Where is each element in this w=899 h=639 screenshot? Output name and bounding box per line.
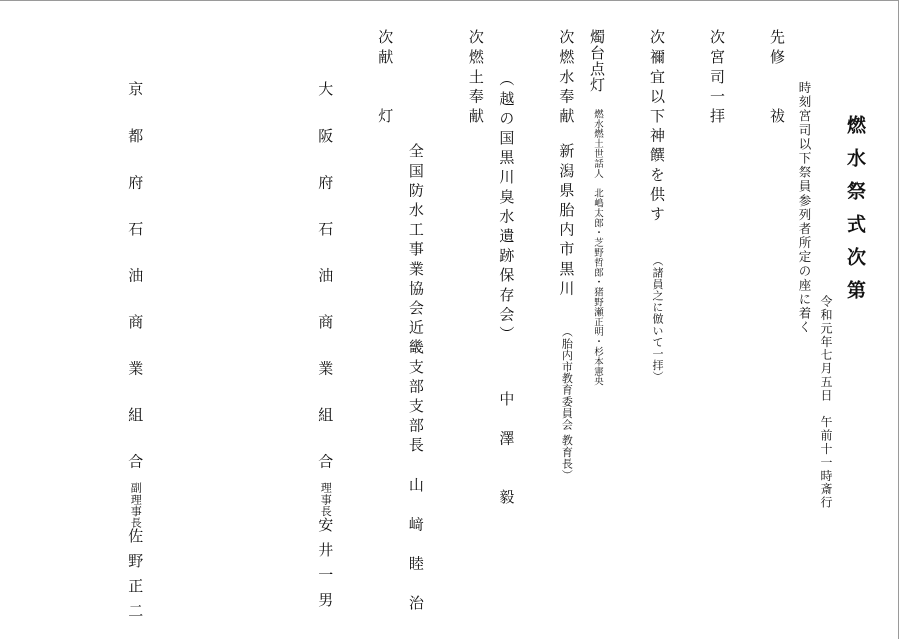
- kento-org: 大 阪 府 石 油 商 業 組 合: [316, 81, 335, 482]
- nensui-person: 中 澤 毅: [497, 391, 516, 510]
- program-item-shokudai: [581, 29, 612, 619]
- kento-org: 京 都 府 石 油 商 業 組 合: [126, 81, 145, 482]
- program-item-nensui-group: [491, 29, 522, 619]
- kento-role: 理事長: [319, 481, 333, 517]
- program-item-shubatsu: [732, 29, 792, 619]
- item-text: 燃水奉献: [557, 48, 576, 128]
- nendo-person: 山 﨑 睦 治: [406, 476, 425, 614]
- program-item-nendo: [431, 29, 491, 619]
- nensui-place-note: （胎内市教育委員会 教育長）: [560, 325, 574, 481]
- program-item-nendo-org: [400, 29, 431, 619]
- nendo-org: 全国防水工事業協会近畿支部支部長: [406, 143, 425, 457]
- item-text: 修 祓: [768, 48, 786, 128]
- item-text: 宮司一拝: [708, 48, 726, 128]
- item-label: 次: [708, 29, 726, 49]
- program-item-guji-ippai: [672, 29, 732, 619]
- kento-name: 佐野正二: [126, 528, 145, 629]
- kento-row: [0, 29, 150, 629]
- kento-role: 副理事長: [129, 481, 143, 529]
- item-label: 次: [376, 29, 395, 49]
- item-label: 先: [768, 29, 786, 49]
- nensui-place: 新潟県胎内市黒川: [557, 143, 576, 300]
- kento-name: 安井一男: [316, 516, 335, 617]
- item-label: 次: [648, 29, 666, 49]
- item-text: 献 灯: [376, 48, 395, 128]
- item-note: （諸員之に倣いて一拝）: [651, 255, 664, 383]
- program-item-nensui: [521, 29, 581, 619]
- item-text: 禰宜以下神饌を供す: [648, 48, 666, 226]
- item-text: 燃土奉献: [466, 48, 485, 128]
- program-item-kento: [340, 29, 400, 619]
- item-label: 次: [557, 29, 576, 49]
- program-item-kyosen: [612, 29, 672, 619]
- item-note: 燃水燃土世話人 北嶋太郎・芝野哲郎・猪野瀬正明・杉本憲央: [592, 109, 603, 387]
- item-label: 燭台点灯: [588, 29, 606, 93]
- document-title: 燃水祭式次第: [844, 115, 866, 313]
- ceremony-program: [74, 29, 874, 629]
- date-line: 令和元年七月五日 午前十一時斎行: [819, 295, 833, 510]
- kento-row: [150, 29, 340, 619]
- opening-note: 時刻宮司以下祭員参列者所定の座に着く: [797, 81, 812, 335]
- nensui-group: （越の国黒川臭水遺跡保存会）: [497, 71, 516, 346]
- item-label: 次: [466, 29, 485, 49]
